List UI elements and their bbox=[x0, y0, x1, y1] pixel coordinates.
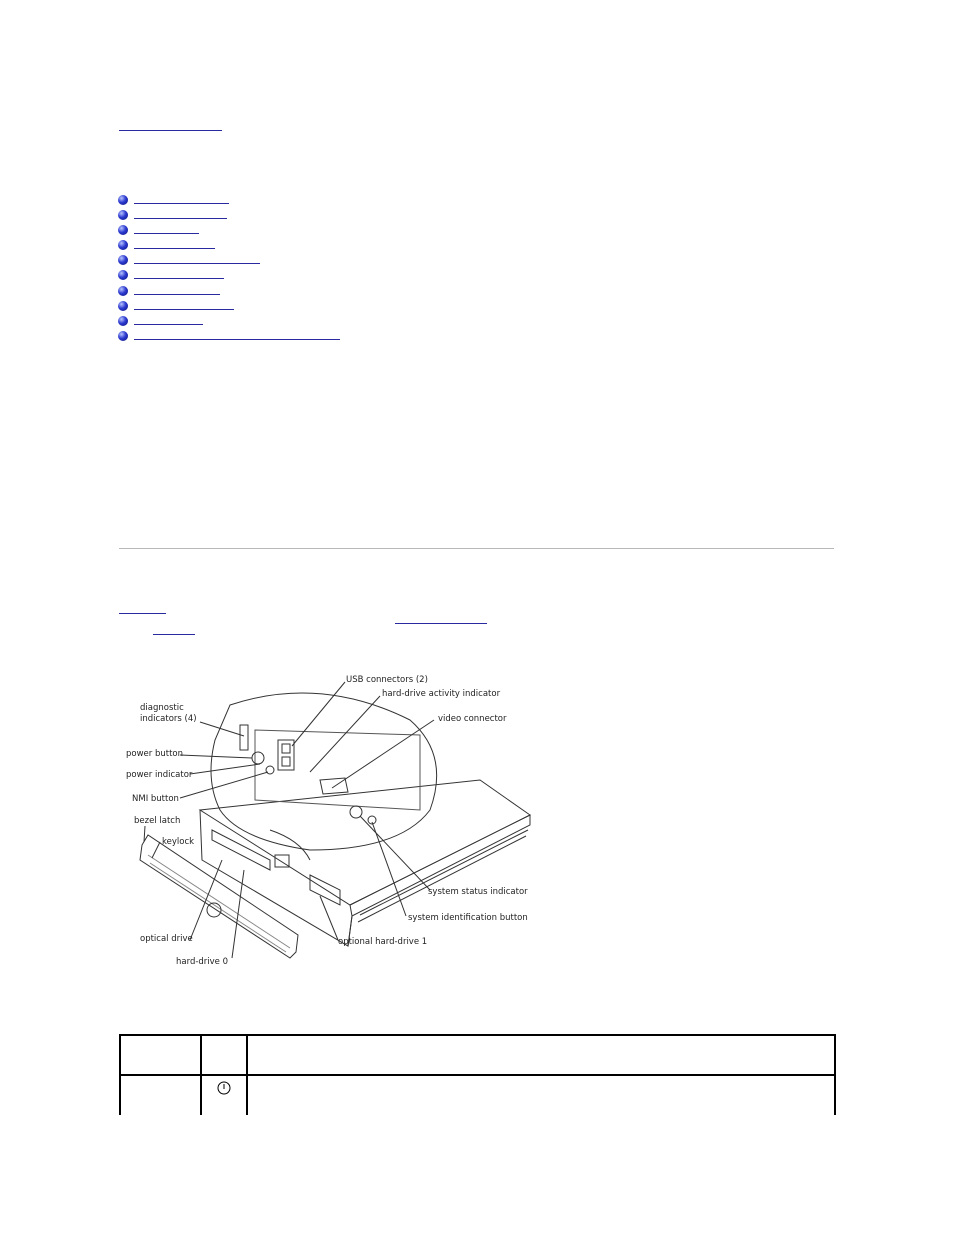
front-panel-features-table bbox=[119, 1034, 836, 1115]
inline-link[interactable] bbox=[395, 623, 487, 624]
bullet-icon bbox=[118, 225, 128, 235]
bullet-icon bbox=[118, 316, 128, 326]
power-icon bbox=[216, 1080, 232, 1096]
power-indicator-callout: power indicator bbox=[126, 770, 193, 780]
bezel-latch-callout: bezel latch bbox=[134, 816, 181, 826]
optical-drive-callout: optical drive bbox=[140, 934, 193, 944]
back-to-top-link[interactable] bbox=[119, 613, 166, 614]
bullet-icon bbox=[118, 331, 128, 341]
nmi-button-callout: NMI button bbox=[132, 794, 179, 804]
power-button-callout: power button bbox=[126, 749, 184, 759]
bullet-icon bbox=[118, 195, 128, 205]
hard-drive-0-callout: hard-drive 0 bbox=[176, 957, 229, 967]
table-header-row bbox=[120, 1035, 835, 1075]
bullet-icon bbox=[118, 270, 128, 280]
system-status-indicator-callout: system status indicator bbox=[428, 887, 528, 897]
bullet-icon bbox=[118, 286, 128, 296]
bullet-icon bbox=[118, 240, 128, 250]
section-divider bbox=[119, 548, 834, 549]
bullet-icon bbox=[118, 301, 128, 311]
table-row bbox=[120, 1075, 835, 1115]
front-panel-figure bbox=[120, 660, 540, 970]
keylock-callout: keylock bbox=[162, 837, 195, 847]
diagnostic-indicators-callout-2: indicators (4) bbox=[140, 714, 197, 724]
usb-connectors-callout: USB connectors (2) bbox=[346, 675, 428, 685]
optional-hard-drive-1-callout: optional hard-drive 1 bbox=[338, 937, 428, 947]
back-link[interactable] bbox=[119, 130, 222, 131]
system-identification-button-callout: system identification button bbox=[408, 913, 528, 923]
hard-drive-activity-callout: hard-drive activity indicator bbox=[382, 689, 501, 699]
diagnostic-indicators-callout: diagnostic bbox=[140, 703, 184, 713]
inline-link[interactable] bbox=[153, 634, 195, 635]
video-connector-callout: video connector bbox=[438, 714, 507, 724]
bullet-icon bbox=[118, 210, 128, 220]
bullet-icon bbox=[118, 255, 128, 265]
